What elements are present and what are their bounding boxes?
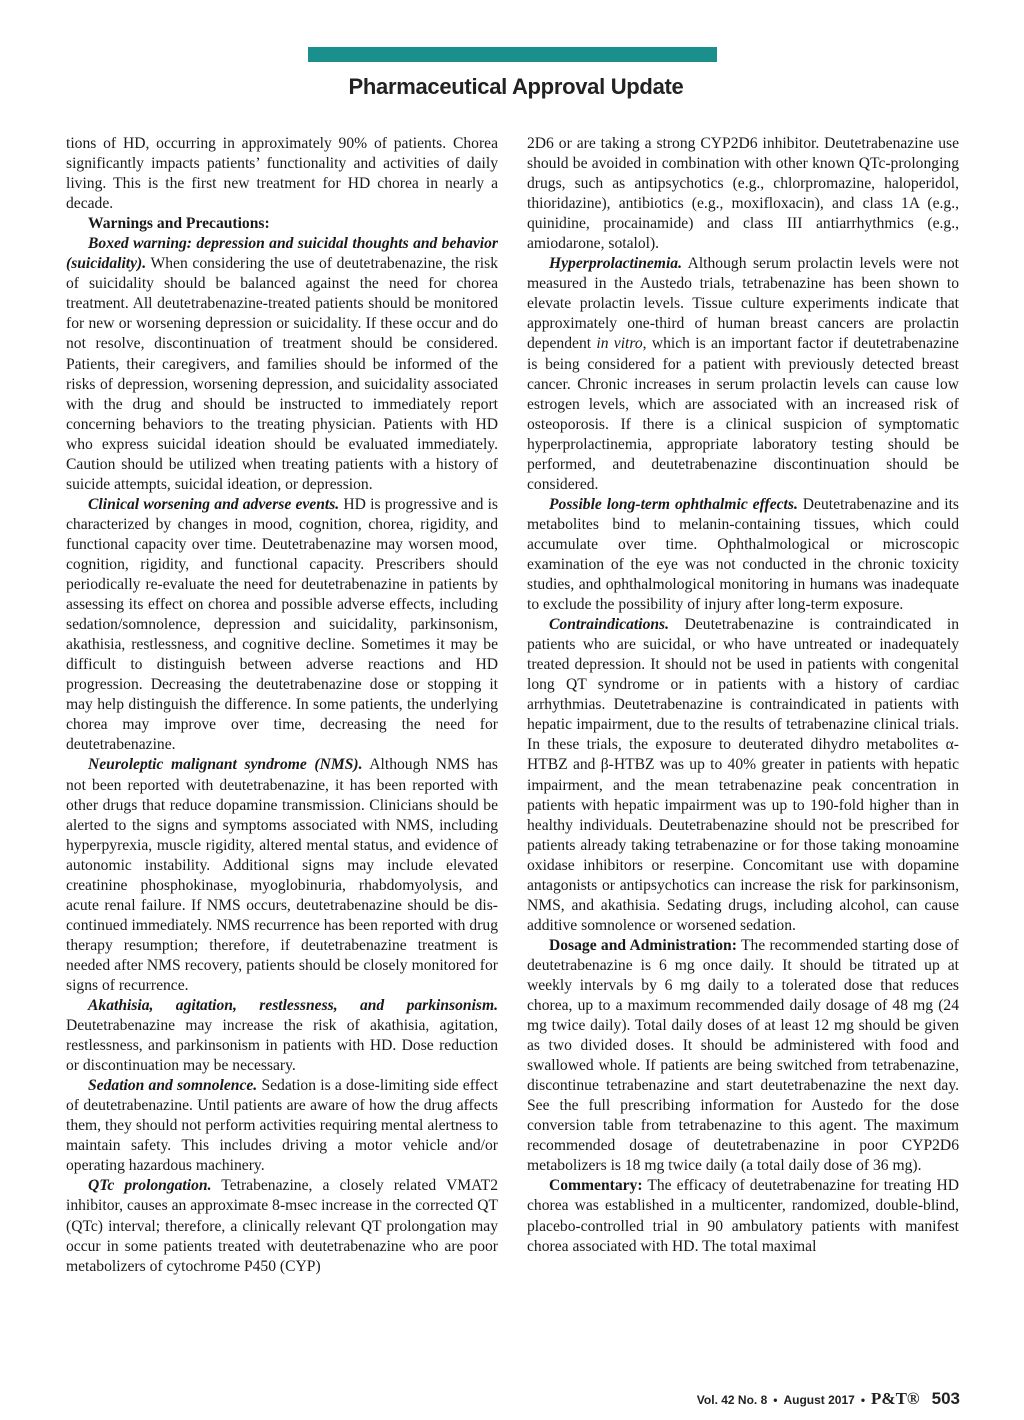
text-nms: Although NMS has not been reported with deutetrabenazine, it has been reported with other drugs that reduce dopamine transmission. Clinicians should be alerted to the signs and symptoms associated with NMS, including hyperpyrexia, muscle rigidity, altered mental status, and evidence of autonomic instability. Additional signs may include elevated creatinine phosphokinase, myoglobinuria, rhabdomyolysis, and acute renal failure. If NMS occurs, deutetrabenazine should be discontinued immediately. NMS recurrence has been reported with drug therapy resumption; therefore, if deutetrabenazine treatment is needed after NMS recovery, patients should be closely monitored for signs of recurrence. — [66, 756, 498, 994]
text-commentary: The efficacy of deutetrabenazine for treating HD chorea was established in a multicenter, randomized, double-blind, placebo-controlled trial in 90 ambulatory patients with manifest chorea associated with HD. The total maximal — [527, 1177, 959, 1255]
text-in-vitro: in vitro — [596, 335, 643, 353]
text-clinical-worsening: HD is progressive and is characterized by changes in mood, cognition, chorea, rigidity, and functional capacity over time. Deutetrabenazine may worsen mood, cognition, rigidity, and functional capacity. Prescribers should periodically re-evaluate the need for deutetrabenazine in patients by assessing its effect on chorea and possible adverse effects, including sedation/somnolence, depression and suicidality, parkinsonism, akathisia, restlessness, and cognitive decline. Sometimes it may be difficult to distinguish between adverse reactions and HD progression. Decreasing the deutetrabenazine dose or stopping it may help distinguish the difference. In some patients, the underlying chorea may improve over time, decreasing the need for deutetrabenazine. — [66, 495, 498, 754]
page-title: Pharmaceutical Approval Update — [348, 74, 684, 99]
paragraph-contraindications — [527, 615, 959, 936]
subheading-boxed-warning: Boxed warning: depression and suicidal thoughts and behavior (suicidality). — [66, 235, 498, 273]
subheading-hyperprolactinemia: Hyperprolactinemia. — [549, 255, 682, 273]
text-hyperprolactinemia-b: , which is an important factor if deutetrabenazine is being considered for a patient with previously detected breast cancer. Chronic increases in serum prolactin levels can cause low estrogen levels, which are associated with an increased risk of osteoporosis. If there is a clinical suspicion of symptomatic hyperprolactinemia, appropriate laboratory testing should be performed, and deutetrabenazine discontinuation should be considered. — [527, 335, 959, 493]
right-column — [527, 134, 959, 1257]
paragraph-sedation — [66, 1076, 498, 1176]
text-akathisia: Deutetrabenazine may increase the risk of akathisia, agitation, restlessness, and parkinsonism in patients with HD. Dose reduction or discontinuation may be necessary. — [66, 1017, 498, 1075]
page-footer — [697, 1389, 960, 1409]
section-heading-commentary: Commentary: — [549, 1177, 643, 1195]
subheading-contraindications: Contraindications. — [549, 616, 670, 634]
subheading-akathisia: Akathisia, agitation, restlessness, and parkinsonism. — [88, 997, 498, 1015]
text-qtc: Tetrabenazine, a closely related VMAT2 inhibitor, causes an approximate 8-msec increase in the corrected QT (QTc) interval; therefore, a clinically relevant QT prolongation may occur in some patients treated with deutetrabenazine who are poor metabolizers of cytochrome P450 (CYP) — [66, 1177, 499, 1275]
left-column — [66, 134, 498, 1277]
text-hyperprolactinemia-a: Although serum prolactin levels were not measured in the Austedo trials, tetrabenazine has been shown to elevate prolactin levels. Tissue culture experiments indicate that approximately one-third of human breast cancers are prolactin dependent — [527, 255, 959, 353]
section-heading-warnings: Warnings and Precautions: — [88, 215, 270, 233]
text-ophthalmic: Deutetrabenazine and its metabolites bind to melanin-containing tissues, which could accumulate over time. Ophthalmological or microscopic examination of the eye was not conducted in the chronic toxicity studies, and ophthalmological monitoring in humans was inadequate to exclude the possibility of injury after long-term exposure. — [527, 495, 959, 614]
text-contraindications: Deutetrabenazine is contraindicated in patients who are suicidal, or who have untreated or inadequately treated depression. It should not be used in patients with congenital long QT syndrome or in patients with a history of cardiac arrhythmias. Deutetrabenazine is contraindicated in patients with hepatic impairment, due to the results of tetrabenazine clinical trials. In these trials, the exposure to deuterated dihydro metabolites α-HTBZ and β-HTBZ was up to 40% greater in patients with hepatic impairment, and the mean tetrabenazine peak concentration in patients with hepatic impairment was up to 190-fold higher than in healthy individuals. Deutetrabenazine should not be prescribed for patients already taking tetrabenazine or for those taking monoamine oxidase inhibitors or reserpine. Concomitant use with dopamine antagonists or antipsychotics can increase the risk for parkinsonism, NMS, and akathisia. Sedating drugs, including alcohol, can cause additive somnolence or worsened sedation. — [527, 616, 959, 934]
paragraph-dosage — [527, 936, 959, 1177]
text-dosage: The recommended starting dose of deutetrabenazine is 6 mg once daily. It should be titrated up at weekly intervals by 6 mg daily to a tolerated dose that reduces chorea, up to a maximum recommended daily dosage of 48 mg (24 mg twice daily). Total daily doses of at least 12 mg should be given as two divided doses. It should be administered with food and swallowed whole. If patients are being switched from tetrabenazine, discontinue tetrabenazine and start deutetrabenazine the next day. See the full prescribing information for Austedo for the dose conversion table from tetrabenazine to this agent. The maximum recommended dosage of deutetrabenazine in poor CYP2D6 metabolizers is 18 mg twice daily (a total daily dose of 36 mg). — [527, 936, 960, 1175]
paragraph-qtc-continued: 2D6 or are taking a strong CYP2D6 inhibitor. Deutetrabenazine use should be avoided in combination with other known QTc-prolonging drugs, such as antipsychotics (e.g., chlorpromazine, haloperidol, thioridazine), antibiotics (e.g., moxifloxacin), and class 1A (e.g., quinidine, procainamide) and class III antiarrhythmics (e.g., amiodarone, sotalol). — [527, 135, 959, 253]
footer-separator: • — [860, 1393, 866, 1407]
footer-volume: Vol. 42 No. 8 — [696, 1393, 768, 1407]
subheading-nms: Neuroleptic malignant syndrome (NMS). — [88, 756, 363, 774]
subheading-clinical-worsening: Clinical worsening and adverse events. — [88, 495, 340, 513]
paragraph-nms — [66, 755, 498, 996]
footer-journal-name: P&T® — [871, 1389, 920, 1408]
subheading-ophthalmic: Possible long-term ophthalmic effects. — [549, 495, 798, 513]
paragraph-akathisia — [66, 996, 498, 1076]
subheading-qtc: QTc prolongation. — [88, 1177, 212, 1195]
header-accent-bar — [308, 47, 717, 62]
footer-separator: • — [773, 1393, 778, 1407]
page-number: 503 — [931, 1389, 960, 1408]
text-boxed-warning: When considering the use of deutetrabenazine, the risk of suicidality should be balanced against the need for chorea treatment. All deutetrabenazine-treated patients should be monitored for new or worsening depression or suicidality. If these occur and do not resolve, discontinuation of treatment should be considered. Patients, their caregivers, and families should be informed of the risks of depression, worsening depression, and suicidality associated with the drug and should be instructed to immediately report concerning behaviors to the treating physician. Patients with HD who express suicidal ideation should be evaluated immediately. Caution should be utilized when treating patients with a history of suicide attempts, suicidal ideation, or depression. — [66, 255, 498, 493]
paragraph-ophthalmic — [527, 495, 959, 615]
section-heading-dosage: Dosage and Administration: — [549, 936, 737, 954]
paragraph-commentary — [527, 1176, 959, 1256]
paragraph-boxed-warning — [66, 234, 498, 495]
paragraph-clinical-worsening — [66, 495, 498, 756]
paragraph-intro: tions of HD, occurring in approximately 90% of patients. Chorea significantly impacts patients’ functionality and activities of daily living. This is the first new treatment for HD chorea in nearly a decade. — [66, 135, 498, 213]
footer-date: August 2017 — [783, 1393, 855, 1407]
paragraph-hyperprolactinemia — [527, 254, 959, 495]
paragraph-qtc — [66, 1176, 498, 1276]
text-sedation: Sedation is a dose-limiting side effect of deutetrabenazine. Until patients are aware of how the drug affects them, they should not perform activities requiring mental alertness to maintain safety. This includes driving a motor vehicle and/or operating hazardous machinery. — [66, 1077, 498, 1175]
subheading-sedation: Sedation and somnolence. — [88, 1077, 258, 1095]
